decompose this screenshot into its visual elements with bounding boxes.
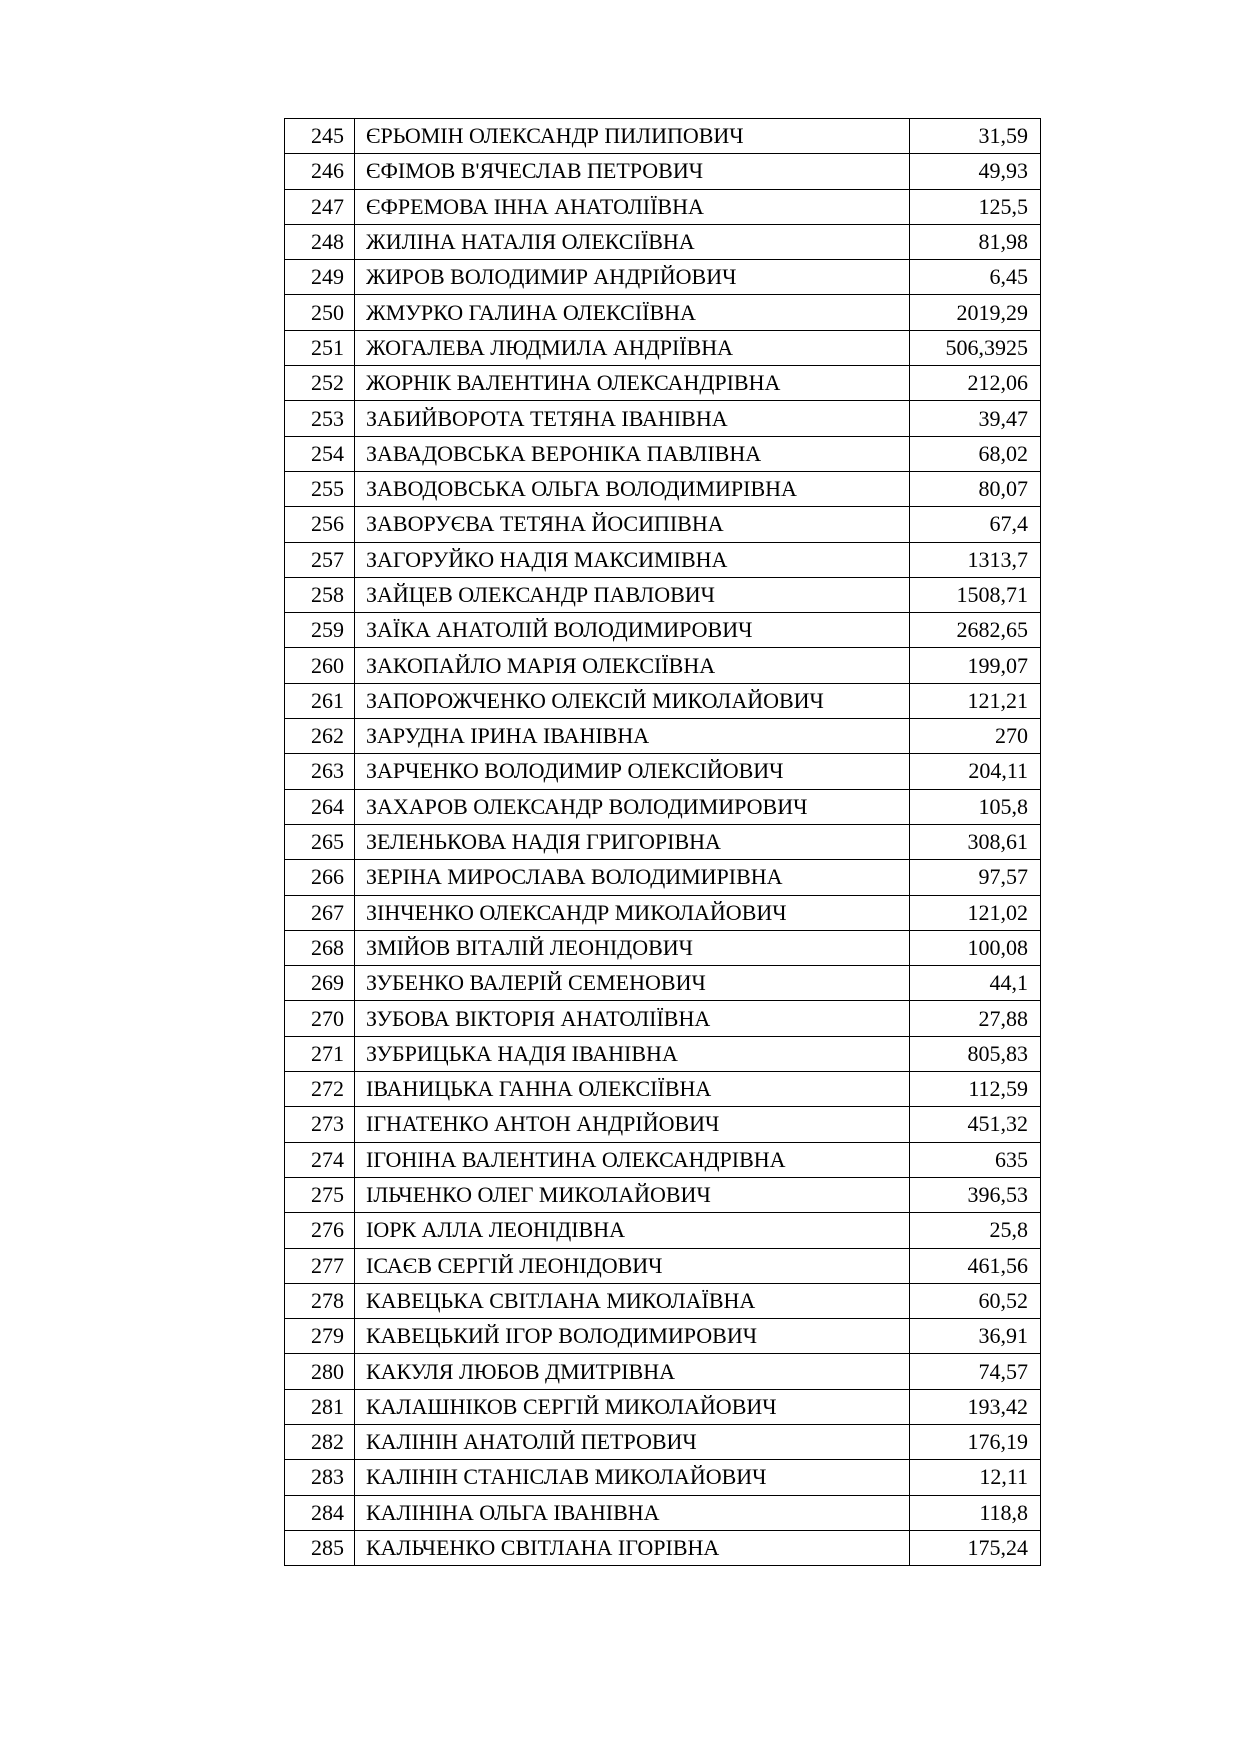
amount-cell: 506,3925 [910,330,1041,365]
row-number-cell: 246 [285,154,355,189]
amount-cell: 121,21 [910,683,1041,718]
person-name-cell: КАЛАШНІКОВ СЕРГІЙ МИКОЛАЙОВИЧ [355,1389,910,1424]
amount-cell: 212,06 [910,366,1041,401]
person-name-cell: ЖМУРКО ГАЛИНА ОЛЕКСІЇВНА [355,295,910,330]
person-name-cell: ЖИЛІНА НАТАЛІЯ ОЛЕКСІЇВНА [355,224,910,259]
person-name-cell: ЗАВАДОВСЬКА ВЕРОНІКА ПАВЛІВНА [355,436,910,471]
table-row [285,719,1041,754]
table-row [285,1389,1041,1424]
amount-cell: 199,07 [910,648,1041,683]
person-name-cell: ІВАНИЦЬКА ГАННА ОЛЕКСІЇВНА [355,1072,910,1107]
person-name-cell: ЗАЇКА АНАТОЛІЙ ВОЛОДИМИРОВИЧ [355,613,910,648]
table-row [285,119,1041,154]
amount-cell: 31,59 [910,119,1041,154]
row-number-cell: 285 [285,1530,355,1565]
person-name-cell: ІСАЄВ СЕРГІЙ ЛЕОНІДОВИЧ [355,1248,910,1283]
person-name-cell: ЗАПОРОЖЧЕНКО ОЛЕКСІЙ МИКОЛАЙОВИЧ [355,683,910,718]
person-name-cell: ЗМІЙОВ ВІТАЛІЙ ЛЕОНІДОВИЧ [355,930,910,965]
person-name-cell: ІЛЬЧЕНКО ОЛЕГ МИКОЛАЙОВИЧ [355,1177,910,1212]
table-row [285,471,1041,506]
row-number-cell: 274 [285,1142,355,1177]
amount-cell: 396,53 [910,1177,1041,1212]
table-row [285,224,1041,259]
row-number-cell: 262 [285,719,355,754]
amount-cell: 121,02 [910,895,1041,930]
row-number-cell: 271 [285,1036,355,1071]
amount-cell: 74,57 [910,1354,1041,1389]
row-number-cell: 245 [285,119,355,154]
person-name-cell: ЄФІМОВ В'ЯЧЕСЛАВ ПЕТРОВИЧ [355,154,910,189]
person-name-cell: ЗУБОВА ВІКТОРІЯ АНАТОЛІЇВНА [355,1001,910,1036]
person-name-cell: ЗУБЕНКО ВАЛЕРІЙ СЕМЕНОВИЧ [355,966,910,1001]
amount-cell: 204,11 [910,754,1041,789]
amount-cell: 308,61 [910,824,1041,859]
amount-cell: 105,8 [910,789,1041,824]
table-row [285,1319,1041,1354]
row-number-cell: 250 [285,295,355,330]
amount-cell: 36,91 [910,1319,1041,1354]
person-name-cell: ІГОНІНА ВАЛЕНТИНА ОЛЕКСАНДРІВНА [355,1142,910,1177]
row-number-cell: 278 [285,1283,355,1318]
person-name-cell: ЗЕЛЕНЬКОВА НАДІЯ ГРИГОРІВНА [355,824,910,859]
person-name-cell: КАЛЬЧЕНКО СВІТЛАНА ІГОРІВНА [355,1530,910,1565]
person-name-cell: ЖОГАЛЕВА ЛЮДМИЛА АНДРІЇВНА [355,330,910,365]
amount-cell: 100,08 [910,930,1041,965]
table-row [285,260,1041,295]
amount-cell: 451,32 [910,1107,1041,1142]
table-row [285,860,1041,895]
table-row [285,577,1041,612]
amount-cell: 112,59 [910,1072,1041,1107]
table-row [285,1072,1041,1107]
person-name-cell: ІОРК АЛЛА ЛЕОНІДІВНА [355,1213,910,1248]
row-number-cell: 267 [285,895,355,930]
person-name-cell: ЗАКОПАЙЛО МАРІЯ ОЛЕКСІЇВНА [355,648,910,683]
amount-cell: 805,83 [910,1036,1041,1071]
row-number-cell: 261 [285,683,355,718]
row-number-cell: 272 [285,1072,355,1107]
person-name-cell: ЗУБРИЦЬКА НАДІЯ ІВАНІВНА [355,1036,910,1071]
person-name-cell: ЗІНЧЕНКО ОЛЕКСАНДР МИКОЛАЙОВИЧ [355,895,910,930]
table-row [285,189,1041,224]
row-number-cell: 276 [285,1213,355,1248]
table-row [285,1248,1041,1283]
amount-cell: 80,07 [910,471,1041,506]
row-number-cell: 269 [285,966,355,1001]
amount-cell: 68,02 [910,436,1041,471]
person-name-cell: ЗАБИЙВОРОТА ТЕТЯНА ІВАНІВНА [355,401,910,436]
amount-cell: 270 [910,719,1041,754]
table-row [285,966,1041,1001]
person-name-cell: ЗАВОДОВСЬКА ОЛЬГА ВОЛОДИМИРІВНА [355,471,910,506]
table-row [285,366,1041,401]
table-row [285,1424,1041,1459]
table-row [285,1460,1041,1495]
person-name-cell: ІГНАТЕНКО АНТОН АНДРІЙОВИЧ [355,1107,910,1142]
table-row [285,824,1041,859]
row-number-cell: 259 [285,613,355,648]
table-row [285,789,1041,824]
registry-table [284,118,1041,1566]
person-name-cell: ЗАГОРУЙКО НАДІЯ МАКСИМІВНА [355,542,910,577]
table-row [285,507,1041,542]
table-row [285,1354,1041,1389]
amount-cell: 6,45 [910,260,1041,295]
table-row [285,330,1041,365]
row-number-cell: 284 [285,1495,355,1530]
row-number-cell: 281 [285,1389,355,1424]
row-number-cell: 270 [285,1001,355,1036]
amount-cell: 49,93 [910,154,1041,189]
row-number-cell: 254 [285,436,355,471]
row-number-cell: 258 [285,577,355,612]
person-name-cell: КАЛІНІН СТАНІСЛАВ МИКОЛАЙОВИЧ [355,1460,910,1495]
row-number-cell: 264 [285,789,355,824]
row-number-cell: 249 [285,260,355,295]
person-name-cell: ЗАРЧЕНКО ВОЛОДИМИР ОЛЕКСІЙОВИЧ [355,754,910,789]
amount-cell: 39,47 [910,401,1041,436]
row-number-cell: 275 [285,1177,355,1212]
person-name-cell: КАВЕЦЬКИЙ ІГОР ВОЛОДИМИРОВИЧ [355,1319,910,1354]
row-number-cell: 279 [285,1319,355,1354]
table-row [285,1213,1041,1248]
person-name-cell: ЗАЙЦЕВ ОЛЕКСАНДР ПАВЛОВИЧ [355,577,910,612]
amount-cell: 81,98 [910,224,1041,259]
row-number-cell: 247 [285,189,355,224]
amount-cell: 25,8 [910,1213,1041,1248]
amount-cell: 2019,29 [910,295,1041,330]
table-row [285,930,1041,965]
person-name-cell: КАЛІНІНА ОЛЬГА ІВАНІВНА [355,1495,910,1530]
table-row [285,1142,1041,1177]
amount-cell: 2682,65 [910,613,1041,648]
row-number-cell: 260 [285,648,355,683]
table-row [285,683,1041,718]
person-name-cell: ЗАРУДНА ІРИНА ІВАНІВНА [355,719,910,754]
table-row [285,895,1041,930]
amount-cell: 60,52 [910,1283,1041,1318]
table-row [285,436,1041,471]
amount-cell: 12,11 [910,1460,1041,1495]
row-number-cell: 266 [285,860,355,895]
table-row [285,1107,1041,1142]
person-name-cell: ЖОРНІК ВАЛЕНТИНА ОЛЕКСАНДРІВНА [355,366,910,401]
row-number-cell: 282 [285,1424,355,1459]
person-name-cell: ЄРЬОМІН ОЛЕКСАНДР ПИЛИПОВИЧ [355,119,910,154]
table-row [285,1283,1041,1318]
table-row [285,1036,1041,1071]
table-row [285,1495,1041,1530]
amount-cell: 125,5 [910,189,1041,224]
amount-cell: 175,24 [910,1530,1041,1565]
amount-cell: 97,57 [910,860,1041,895]
amount-cell: 461,56 [910,1248,1041,1283]
person-name-cell: ЖИРОВ ВОЛОДИМИР АНДРІЙОВИЧ [355,260,910,295]
row-number-cell: 268 [285,930,355,965]
row-number-cell: 263 [285,754,355,789]
amount-cell: 118,8 [910,1495,1041,1530]
row-number-cell: 251 [285,330,355,365]
person-name-cell: ЄФРЕМОВА ІННА АНАТОЛІЇВНА [355,189,910,224]
person-name-cell: ЗАХАРОВ ОЛЕКСАНДР ВОЛОДИМИРОВИЧ [355,789,910,824]
amount-cell: 44,1 [910,966,1041,1001]
table-row [285,154,1041,189]
person-name-cell: КАЛІНІН АНАТОЛІЙ ПЕТРОВИЧ [355,1424,910,1459]
table-row [285,648,1041,683]
table-row [285,613,1041,648]
row-number-cell: 257 [285,542,355,577]
row-number-cell: 252 [285,366,355,401]
amount-cell: 67,4 [910,507,1041,542]
table-row [285,401,1041,436]
row-number-cell: 253 [285,401,355,436]
person-name-cell: ЗЕРІНА МИРОСЛАВА ВОЛОДИМИРІВНА [355,860,910,895]
person-name-cell: КАКУЛЯ ЛЮБОВ ДМИТРІВНА [355,1354,910,1389]
registry-table-body [285,119,1041,1566]
table-row [285,1177,1041,1212]
person-name-cell: КАВЕЦЬКА СВІТЛАНА МИКОЛАЇВНА [355,1283,910,1318]
person-name-cell: ЗАВОРУЄВА ТЕТЯНА ЙОСИПІВНА [355,507,910,542]
row-number-cell: 256 [285,507,355,542]
row-number-cell: 248 [285,224,355,259]
row-number-cell: 283 [285,1460,355,1495]
amount-cell: 1508,71 [910,577,1041,612]
table-row [285,542,1041,577]
table-row [285,295,1041,330]
row-number-cell: 277 [285,1248,355,1283]
row-number-cell: 280 [285,1354,355,1389]
amount-cell: 193,42 [910,1389,1041,1424]
row-number-cell: 255 [285,471,355,506]
amount-cell: 176,19 [910,1424,1041,1459]
row-number-cell: 265 [285,824,355,859]
row-number-cell: 273 [285,1107,355,1142]
amount-cell: 1313,7 [910,542,1041,577]
amount-cell: 635 [910,1142,1041,1177]
table-row [285,754,1041,789]
table-row [285,1530,1041,1565]
table-row [285,1001,1041,1036]
amount-cell: 27,88 [910,1001,1041,1036]
